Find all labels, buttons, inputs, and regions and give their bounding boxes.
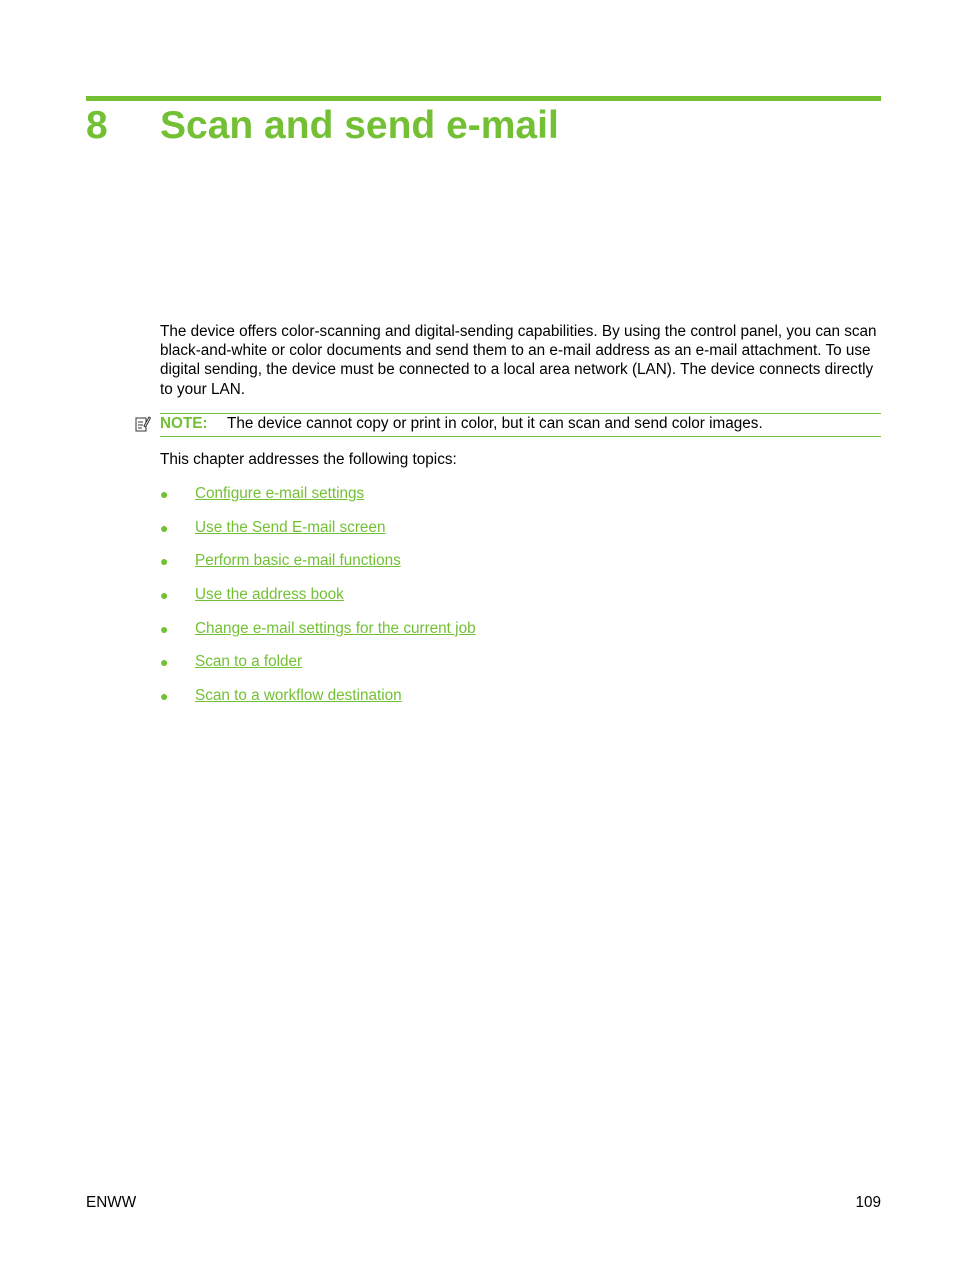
topics-intro: This chapter addresses the following topics: — [160, 451, 457, 468]
chapter-number: 8 — [86, 104, 108, 147]
bullet-icon: ● — [160, 486, 169, 502]
list-item — [160, 518, 860, 552]
topic-link-configure-email-settings[interactable]: Configure e-mail settings — [195, 485, 365, 502]
bullet-icon: ● — [160, 654, 169, 671]
topic-link-scan-to-folder[interactable]: Scan to a folder — [195, 653, 303, 671]
note-label: NOTE: — [160, 415, 208, 432]
list-item — [160, 484, 860, 518]
page-number: 109 — [855, 1194, 881, 1211]
list-item — [160, 652, 860, 686]
topic-link-basic-email-functions[interactable]: Perform basic e-mail functions — [195, 552, 401, 570]
bullet-icon: ● — [160, 587, 169, 604]
list-item — [160, 619, 860, 653]
bullet-icon: ● — [160, 688, 169, 705]
topic-link-address-book[interactable]: Use the address book — [195, 586, 344, 604]
note-text: The device cannot copy or print in color, but it can scan and send color images. — [227, 415, 763, 432]
topic-list — [160, 484, 860, 720]
intro-paragraph: The device offers color-scanning and digital-sending capabilities. By using the control panel, you can scan black-and-white or color documents and send them to an e-mail address as an e-mail attachment. To use digital sending, the device must be connected to a local area network (LAN). The device connects directly to your LAN. — [160, 323, 877, 398]
list-item — [160, 551, 860, 585]
topic-link-change-email-settings[interactable]: Change e-mail settings for the current job — [195, 619, 476, 637]
list-item — [160, 686, 860, 720]
topic-link-scan-to-workflow[interactable]: Scan to a workflow destination — [195, 687, 402, 705]
footer-label: ENWW — [86, 1194, 137, 1211]
note-pencil-icon — [135, 415, 151, 433]
chapter-rule — [86, 96, 881, 101]
bullet-icon: ● — [160, 620, 169, 637]
chapter-title: Scan and send e-mail — [160, 104, 559, 147]
bullet-icon: ● — [160, 553, 169, 570]
bullet-icon: ● — [160, 519, 169, 536]
topic-link-send-email-screen[interactable]: Use the Send E-mail screen — [195, 518, 386, 536]
list-item — [160, 585, 860, 619]
